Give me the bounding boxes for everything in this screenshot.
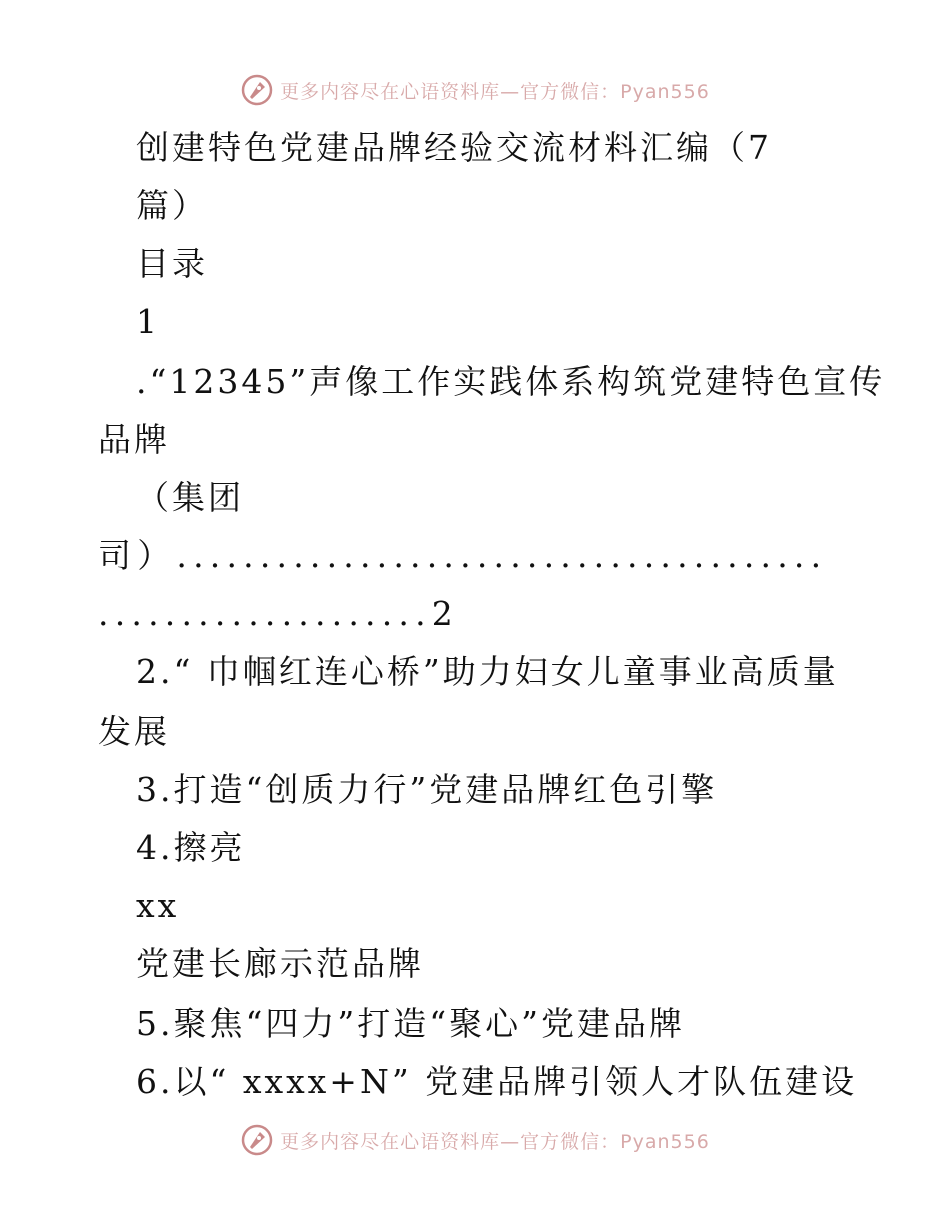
header-watermark — [0, 72, 950, 108]
toc-item-6: 6.以“ xxxx+N” 党建品牌引领人才队伍建设 — [136, 1062, 858, 1101]
toc-item-4-title: 4.擦亮 — [136, 828, 246, 867]
watermark-text: 更多内容尽在心语资料库—官方微信：Pyan556 — [280, 80, 710, 103]
toc-item-4-code: xx — [136, 886, 180, 925]
document-title-line-2: 篇） — [136, 186, 208, 225]
pen-nib-logo — [240, 73, 274, 107]
toc-item-1-title: .“12345”声像工作实践体系构筑党建特色宣传 — [136, 362, 886, 401]
pen-nib-logo — [240, 1123, 274, 1157]
toc-item-3: 3.打造“创质力行”党建品牌红色引擎 — [136, 770, 718, 809]
toc-item-1-page: ....................2 — [98, 594, 459, 633]
toc-item-1-leader: 司）....................................... — [98, 536, 828, 575]
toc-item-1-number: 1 — [136, 302, 160, 341]
toc-item-4-title-cont: 党建长廊示范品牌 — [136, 944, 424, 983]
footer-watermark — [0, 1122, 950, 1158]
document-title-line-1: 创建特色党建品牌经验交流材料汇编（7 — [136, 128, 772, 167]
toc-item-5: 5.聚焦“四力”打造“聚心”党建品牌 — [136, 1004, 685, 1043]
watermark-text: 更多内容尽在心语资料库—官方微信：Pyan556 — [280, 1130, 710, 1153]
toc-item-2-title-cont: 发展 — [98, 712, 170, 751]
toc-item-1-org: （集团 — [136, 478, 244, 517]
toc-item-1-title-cont: 品牌 — [98, 420, 170, 459]
toc-heading: 目录 — [136, 244, 208, 283]
toc-item-2-title: 2.“ 巾帼红连心桥”助力妇女儿童事业高质量 — [136, 652, 839, 691]
